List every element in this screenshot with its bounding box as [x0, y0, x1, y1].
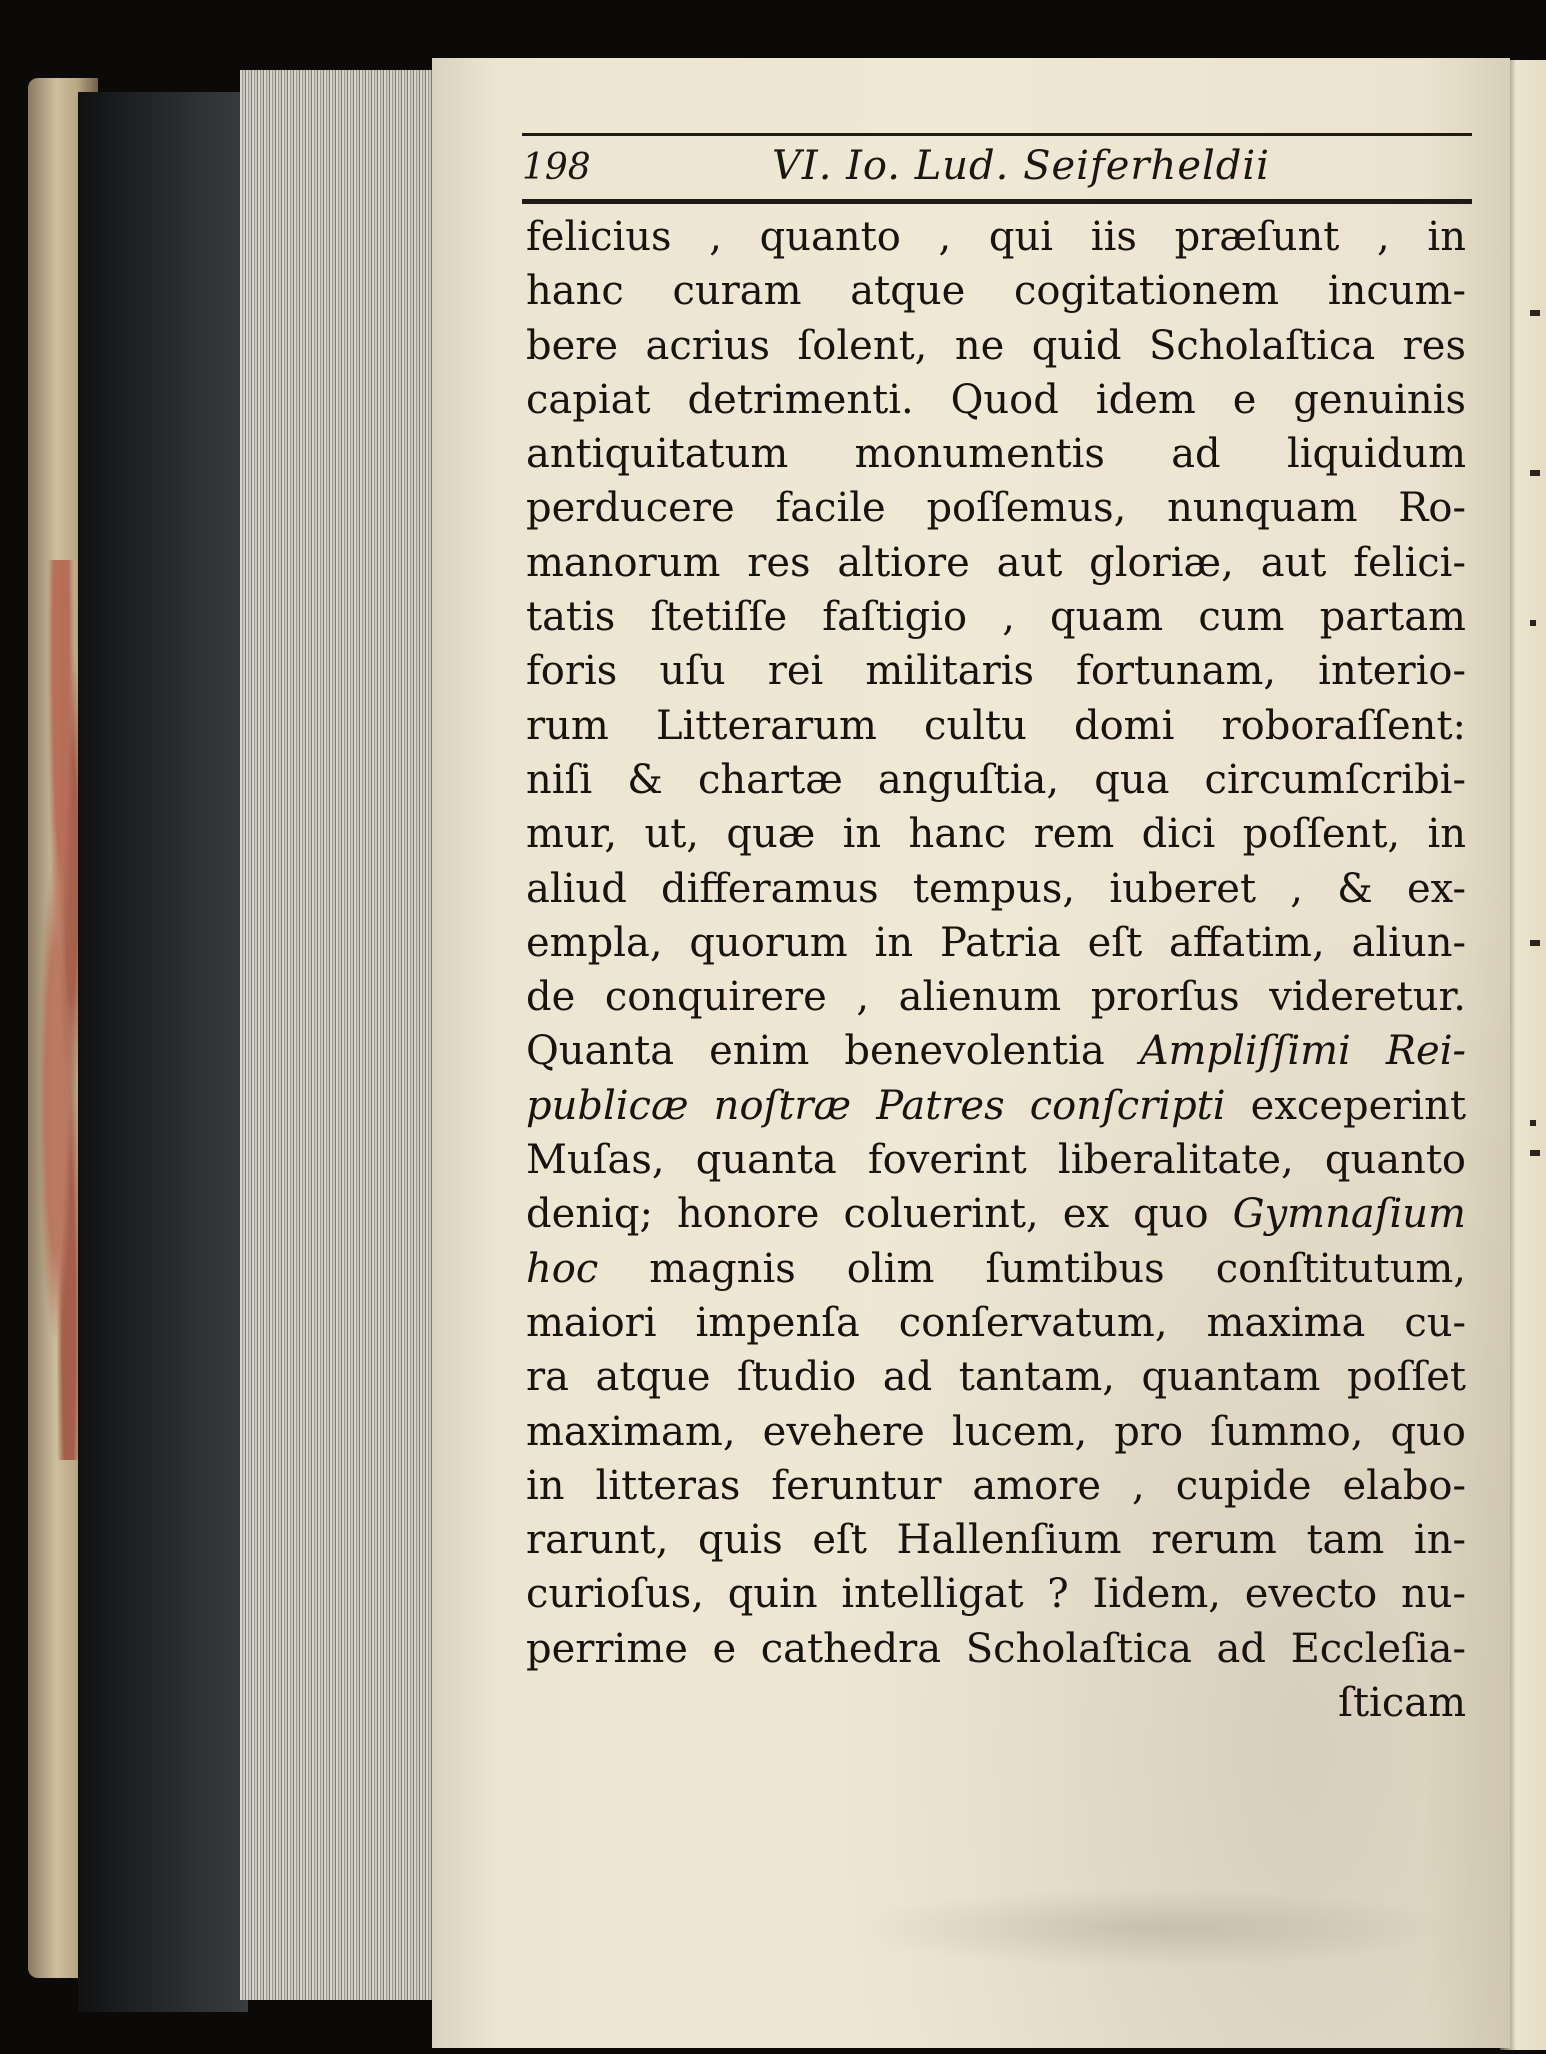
page-stain: [852, 1888, 1452, 1968]
text-run: manorum res altiore aut gloriæ, aut felici-: [526, 539, 1466, 586]
text-run: de conquirere , alienum prorſus videretur.: [526, 974, 1466, 1021]
text-line: [526, 699, 1466, 753]
body-text: [526, 210, 1466, 1730]
text-line: [526, 536, 1466, 590]
text-run: empla, quorum in Patria eſt affatim, aliun-: [526, 919, 1466, 966]
text-run: maximam, evehere lucem, pro ſummo, quo: [526, 1408, 1466, 1455]
text-run: aliud differamus tempus, iuberet , & ex-: [526, 865, 1466, 912]
text-line: [526, 916, 1466, 970]
text-line: [526, 1024, 1466, 1078]
stacked-page-edges: [240, 70, 440, 2000]
text-run: perducere facile poſſemus, nunquam Ro-: [526, 485, 1466, 532]
text-line: [526, 644, 1466, 698]
text-run: mur, ut, quæ in hanc rem dici poſſent, in: [526, 811, 1466, 858]
text-run: perrime e cathedra Scholaſtica ad Eccleſia-: [526, 1625, 1466, 1672]
text-run: felicius , quanto , qui iis præſunt , in: [526, 214, 1466, 260]
text-line: [526, 1187, 1466, 1241]
text-run: in litteras feruntur amore , cupide elabo-: [526, 1462, 1466, 1509]
italic-text-run: publicæ noſtræ Patres conſcripti: [526, 1082, 1226, 1129]
text-line: [526, 1459, 1466, 1513]
text-line: [526, 1296, 1466, 1350]
text-line: [526, 590, 1466, 644]
text-line: [526, 1242, 1466, 1296]
text-line: [526, 427, 1466, 481]
text-line: [526, 970, 1466, 1024]
text-line: [526, 807, 1466, 861]
text-line: [526, 1350, 1466, 1404]
italic-text-run: Gymnaſium: [1232, 1191, 1466, 1238]
text-run: rum Litterarum cultu domi roboraſſent:: [526, 702, 1466, 749]
text-line: [526, 1405, 1466, 1459]
text-line: [526, 1133, 1466, 1187]
text-run: rarunt, quis eſt Hallenſium rerum tam in-: [526, 1517, 1466, 1564]
book-fore-edge-dark: [78, 92, 248, 2012]
text-line: [526, 319, 1466, 373]
text-line: [526, 1079, 1466, 1133]
text-run: deniq; honore coluerint, ex quo: [526, 1191, 1233, 1238]
text-run: exceperint: [1225, 1082, 1467, 1129]
text-run: Quanta enim benevolentia: [526, 1028, 1140, 1075]
italic-text-run: Ampliſſimi Rei-: [1139, 1028, 1466, 1075]
text-line: [526, 1622, 1466, 1676]
italic-text-run: hoc: [526, 1245, 599, 1292]
text-run: maiori impenſa conſervatum, maxima cu-: [526, 1299, 1466, 1346]
text-line: [526, 1513, 1466, 1567]
text-line: [526, 862, 1466, 916]
text-run: niſi & chartæ anguſtia, qua circumſcribi-: [526, 756, 1466, 803]
book-page: [432, 58, 1510, 2048]
page-number: 198: [522, 147, 591, 188]
header-rule-top: [522, 133, 1472, 136]
text-run: capiat detrimenti. Quod idem e genuinis: [526, 376, 1466, 423]
text-line: [526, 1567, 1466, 1621]
text-run: hanc curam atque cogitationem incum-: [526, 268, 1466, 315]
text-run: tatis ſtetiſſe faſtigio , quam cum partam: [526, 594, 1466, 641]
text-run: foris uſu rei militaris fortunam, interio-: [526, 648, 1466, 695]
running-head: VI. Io. Lud. Seiferheldii: [772, 143, 1270, 189]
text-line: [526, 373, 1466, 427]
text-run: ra atque ſtudio ad tantam, quantam poſſet: [526, 1354, 1466, 1401]
page-header: [522, 133, 1472, 203]
text-run: Muſas, quanta foverint liberalitate, quanto: [526, 1137, 1466, 1184]
text-line: [526, 210, 1466, 264]
text-run: bere acrius ſolent, ne quid Scholaſtica res: [526, 322, 1466, 369]
text-run: antiquitatum monumentis ad liquidum: [526, 431, 1466, 478]
text-run: magnis olim ſumtibus conſtitutum,: [598, 1245, 1466, 1292]
header-rule-bottom: [522, 199, 1472, 204]
text-line: [526, 481, 1466, 535]
catchword: ſticam: [1338, 1680, 1466, 1727]
text-run: curioſus, quin intelligat ? Iidem, evecto nu-: [526, 1571, 1466, 1618]
text-line: [526, 264, 1466, 318]
text-line: [526, 753, 1466, 807]
